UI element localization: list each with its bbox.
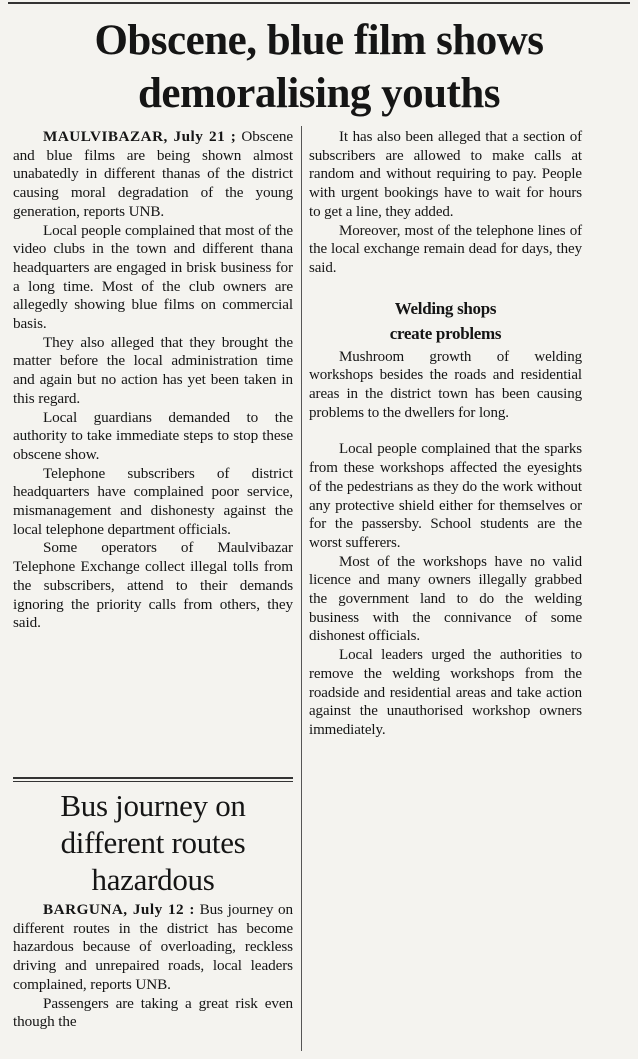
article-paragraph-11: Most of the workshops have no valid licence and many owners illegally grabbed the government land to do the welding business with the connivance of some dishonest officials.	[309, 553, 582, 645]
paragraph-gap	[309, 422, 582, 440]
subhead-line-1: Welding shops	[394, 298, 497, 318]
top-rule	[8, 2, 630, 4]
article-paragraph-1	[13, 128, 293, 222]
article-paragraph-9: Mushroom growth of welding workshops besides the roads and residential areas in the district town has been causing problems to the dwellers for long.	[309, 348, 582, 421]
second-article-dateline: BARGUNA, July 12 :	[43, 901, 195, 918]
second-article-body	[13, 901, 293, 1059]
article-paragraph-6: Some operators of Maulvibazar Telephone Exchange collect illegal tolls from the subscribers, attend to their demands ignoring the priority calls from others, they said.	[13, 539, 293, 632]
article-paragraph-4: Local guardians demanded to the authority to take immediate steps to stop these obscene show.	[13, 408, 293, 463]
subhead-line-2: create problems	[389, 323, 502, 343]
article-paragraph-3: They also alleged that they brought the matter before the local administration time and again but no action has yet been taken in this regard.	[13, 333, 293, 407]
right-column	[309, 128, 582, 1053]
headline2-line-2: different routes	[60, 825, 246, 860]
article-paragraph-10: Local people complained that the sparks from these workshops affected the eyesights of the pedestrians as they do the work without any protective shield either for themselves or for the passersby. School students are the worst sufferers.	[309, 441, 582, 551]
second-article-paragraph-2: Passengers are taking a great risk even though the	[13, 994, 293, 1031]
second-article-paragraph-1-text: Bus journey on different routes in the district has become hazardous because of overloading, reckless driving and unrepaired roads, local leaders complained, reports UNB.	[13, 901, 293, 993]
column-rule	[301, 126, 302, 1051]
headline-line-1: Obscene, blue film shows	[94, 17, 544, 64]
article-paragraph-12: Local leaders urged the authorities to remove the welding workshops from the roadside and residential areas and take action against the unauthorised workshop owners immediately.	[309, 647, 582, 738]
article-paragraph-5: Telephone subscribers of district headquarters have complained poor service, mismanagement and dishonesty against the local telephone department officials.	[13, 464, 293, 538]
article-paragraph-2: Local people complained that most of the video clubs in the town and different thana headquarters are engaged in brisk business for a long time. Most of the club owners are allegedly showing blue films on commercial basis.	[13, 221, 293, 333]
headline2-line-3: hazardous	[91, 862, 215, 897]
headline-line-2: demoralising youths	[137, 70, 501, 117]
dateline: MAULVIBAZAR, July 21 ;	[43, 128, 237, 145]
article-divider	[13, 777, 293, 779]
second-article-paragraph-1	[13, 901, 293, 995]
headline2-line-1: Bus journey on	[60, 788, 246, 823]
second-article-headline	[13, 787, 293, 898]
section-subhead	[309, 296, 582, 346]
article-paragraph-8: Moreover, most of the telephone lines of the local exchange remain dead for days, they said.	[309, 222, 582, 276]
left-column	[13, 128, 293, 768]
paragraph-1-text: Obscene and blue films are being shown almost unabatedly in different thanas of the district causing moral degradation of the young generation, reports UNB.	[13, 128, 293, 220]
article-paragraph-7: It has also been alleged that a section of subscribers are allowed to make calls at random and without requiring to pay. People with urgent bookings have to wait for hours to get a line, they added.	[309, 129, 582, 220]
article-divider-thin	[13, 781, 293, 782]
article-headline	[10, 14, 628, 120]
